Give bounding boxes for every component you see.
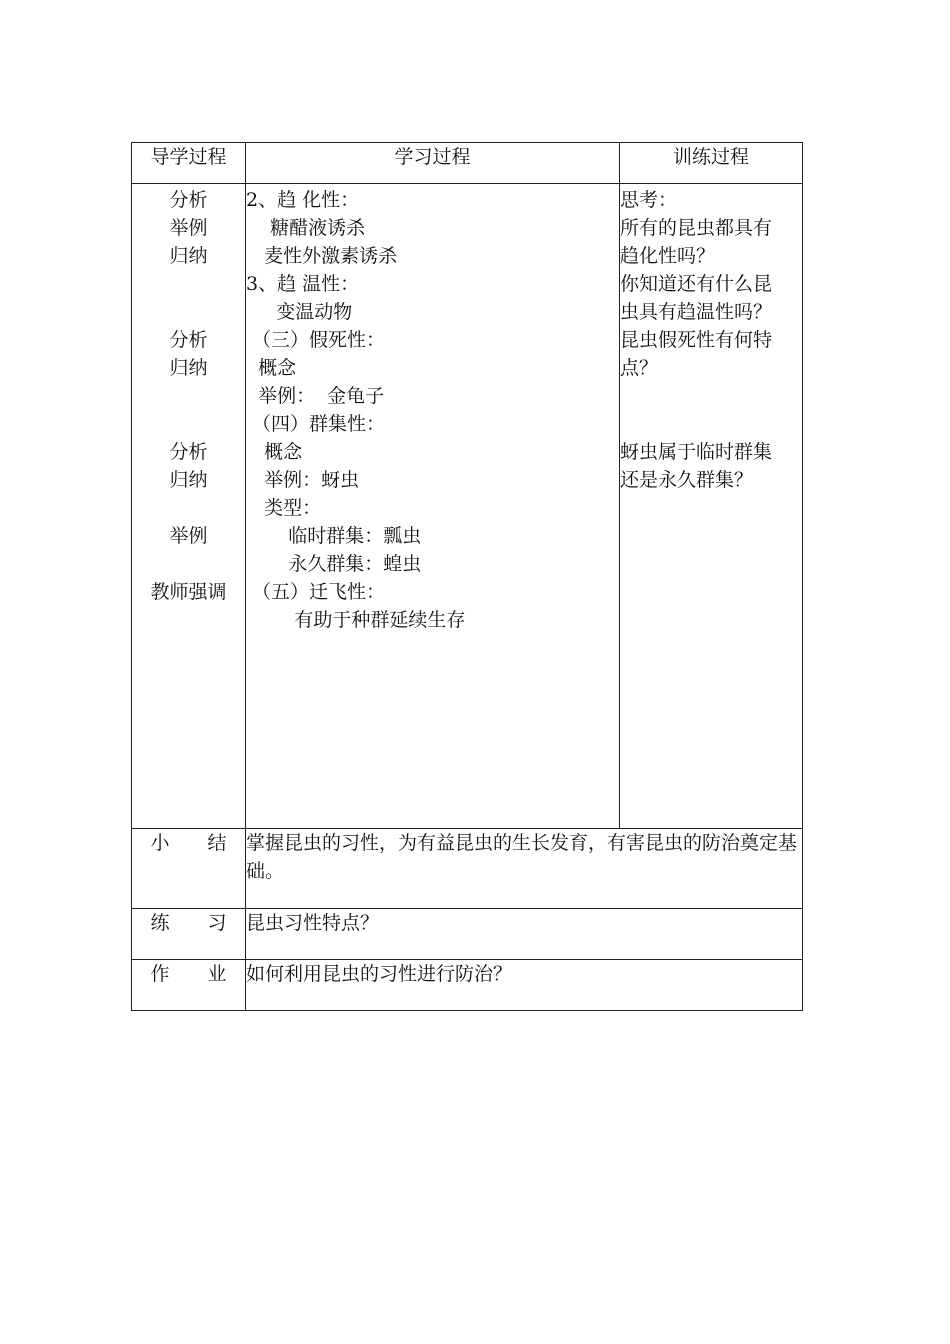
training-line: 你知道还有什么昆 bbox=[620, 273, 773, 295]
training-line: 趋化性吗？ bbox=[620, 245, 716, 267]
training-lines bbox=[620, 184, 802, 494]
lesson-table bbox=[131, 142, 803, 1011]
training-line: 昆虫假死性有何特 bbox=[620, 329, 773, 351]
guide-line: 举例 bbox=[169, 525, 208, 547]
learning-line: 变温动物 bbox=[246, 301, 353, 323]
training-line: 虫具有趋温性吗？ bbox=[620, 301, 773, 323]
guide-cell bbox=[132, 184, 246, 829]
training-line: 点？ bbox=[620, 357, 659, 379]
guide-line: 分析 bbox=[169, 441, 208, 463]
learning-lines bbox=[246, 184, 619, 634]
training-line: 所有的昆虫都具有 bbox=[620, 217, 773, 239]
learning-line: （四）群集性： bbox=[246, 413, 386, 435]
learning-line: 有助于种群延续生存 bbox=[246, 609, 466, 631]
guide-line bbox=[132, 298, 245, 326]
guide-line: 举例 bbox=[169, 217, 208, 239]
learning-line: 举例： 金龟子 bbox=[246, 385, 385, 407]
guide-line: 教师强调 bbox=[150, 581, 227, 603]
learning-line: 临时群集：瓢虫 bbox=[246, 525, 422, 547]
guide-line: 分析 bbox=[169, 189, 208, 211]
homework-text: 如何利用昆虫的习性进行防治？ bbox=[246, 960, 803, 1011]
summary-text: 掌握昆虫的习性，为有益昆虫的生长发育，有害昆虫的防治奠定基础。 bbox=[246, 829, 803, 909]
content-row bbox=[132, 184, 803, 829]
learning-line: 糖醋液诱杀 bbox=[246, 217, 366, 239]
guide-line: 分析 bbox=[169, 329, 208, 351]
learning-line: （五）迁飞性： bbox=[246, 581, 386, 603]
homework-label: 作 业 bbox=[132, 960, 246, 1011]
guide-line bbox=[132, 550, 245, 578]
learning-line: （三）假死性： bbox=[246, 329, 386, 351]
practice-row bbox=[132, 909, 803, 960]
header-guide: 导学过程 bbox=[132, 143, 246, 184]
guide-line bbox=[132, 410, 245, 438]
guide-line bbox=[132, 382, 245, 410]
training-line bbox=[620, 410, 802, 438]
training-line: 还是永久群集？ bbox=[620, 469, 754, 491]
header-learning: 学习过程 bbox=[246, 143, 620, 184]
practice-label: 练 习 bbox=[132, 909, 246, 960]
summary-label: 小 结 bbox=[132, 829, 246, 909]
guide-line bbox=[132, 270, 245, 298]
learning-line: 2、趋 化性： bbox=[246, 189, 360, 211]
guide-line: 归纳 bbox=[169, 245, 208, 267]
guide-line: 归纳 bbox=[169, 357, 208, 379]
homework-row bbox=[132, 960, 803, 1011]
learning-cell bbox=[246, 184, 620, 829]
summary-row bbox=[132, 829, 803, 909]
training-cell bbox=[620, 184, 803, 829]
training-line: 蚜虫属于临时群集 bbox=[620, 441, 773, 463]
training-line bbox=[620, 382, 802, 410]
learning-line: 概念 bbox=[246, 357, 297, 379]
guide-lines bbox=[132, 184, 245, 606]
learning-line: 3、趋 温性： bbox=[246, 273, 360, 295]
guide-line: 归纳 bbox=[169, 469, 208, 491]
learning-line: 永久群集：蝗虫 bbox=[246, 553, 422, 575]
header-row bbox=[132, 143, 803, 184]
learning-line: 麦性外激素诱杀 bbox=[246, 245, 398, 267]
training-line: 思考： bbox=[620, 189, 678, 211]
learning-line: 类型： bbox=[246, 497, 322, 519]
header-training: 训练过程 bbox=[620, 143, 803, 184]
guide-line bbox=[132, 494, 245, 522]
learning-line: 举例：蚜虫 bbox=[246, 469, 360, 491]
learning-line: 概念 bbox=[246, 441, 303, 463]
practice-text: 昆虫习性特点？ bbox=[246, 909, 803, 960]
